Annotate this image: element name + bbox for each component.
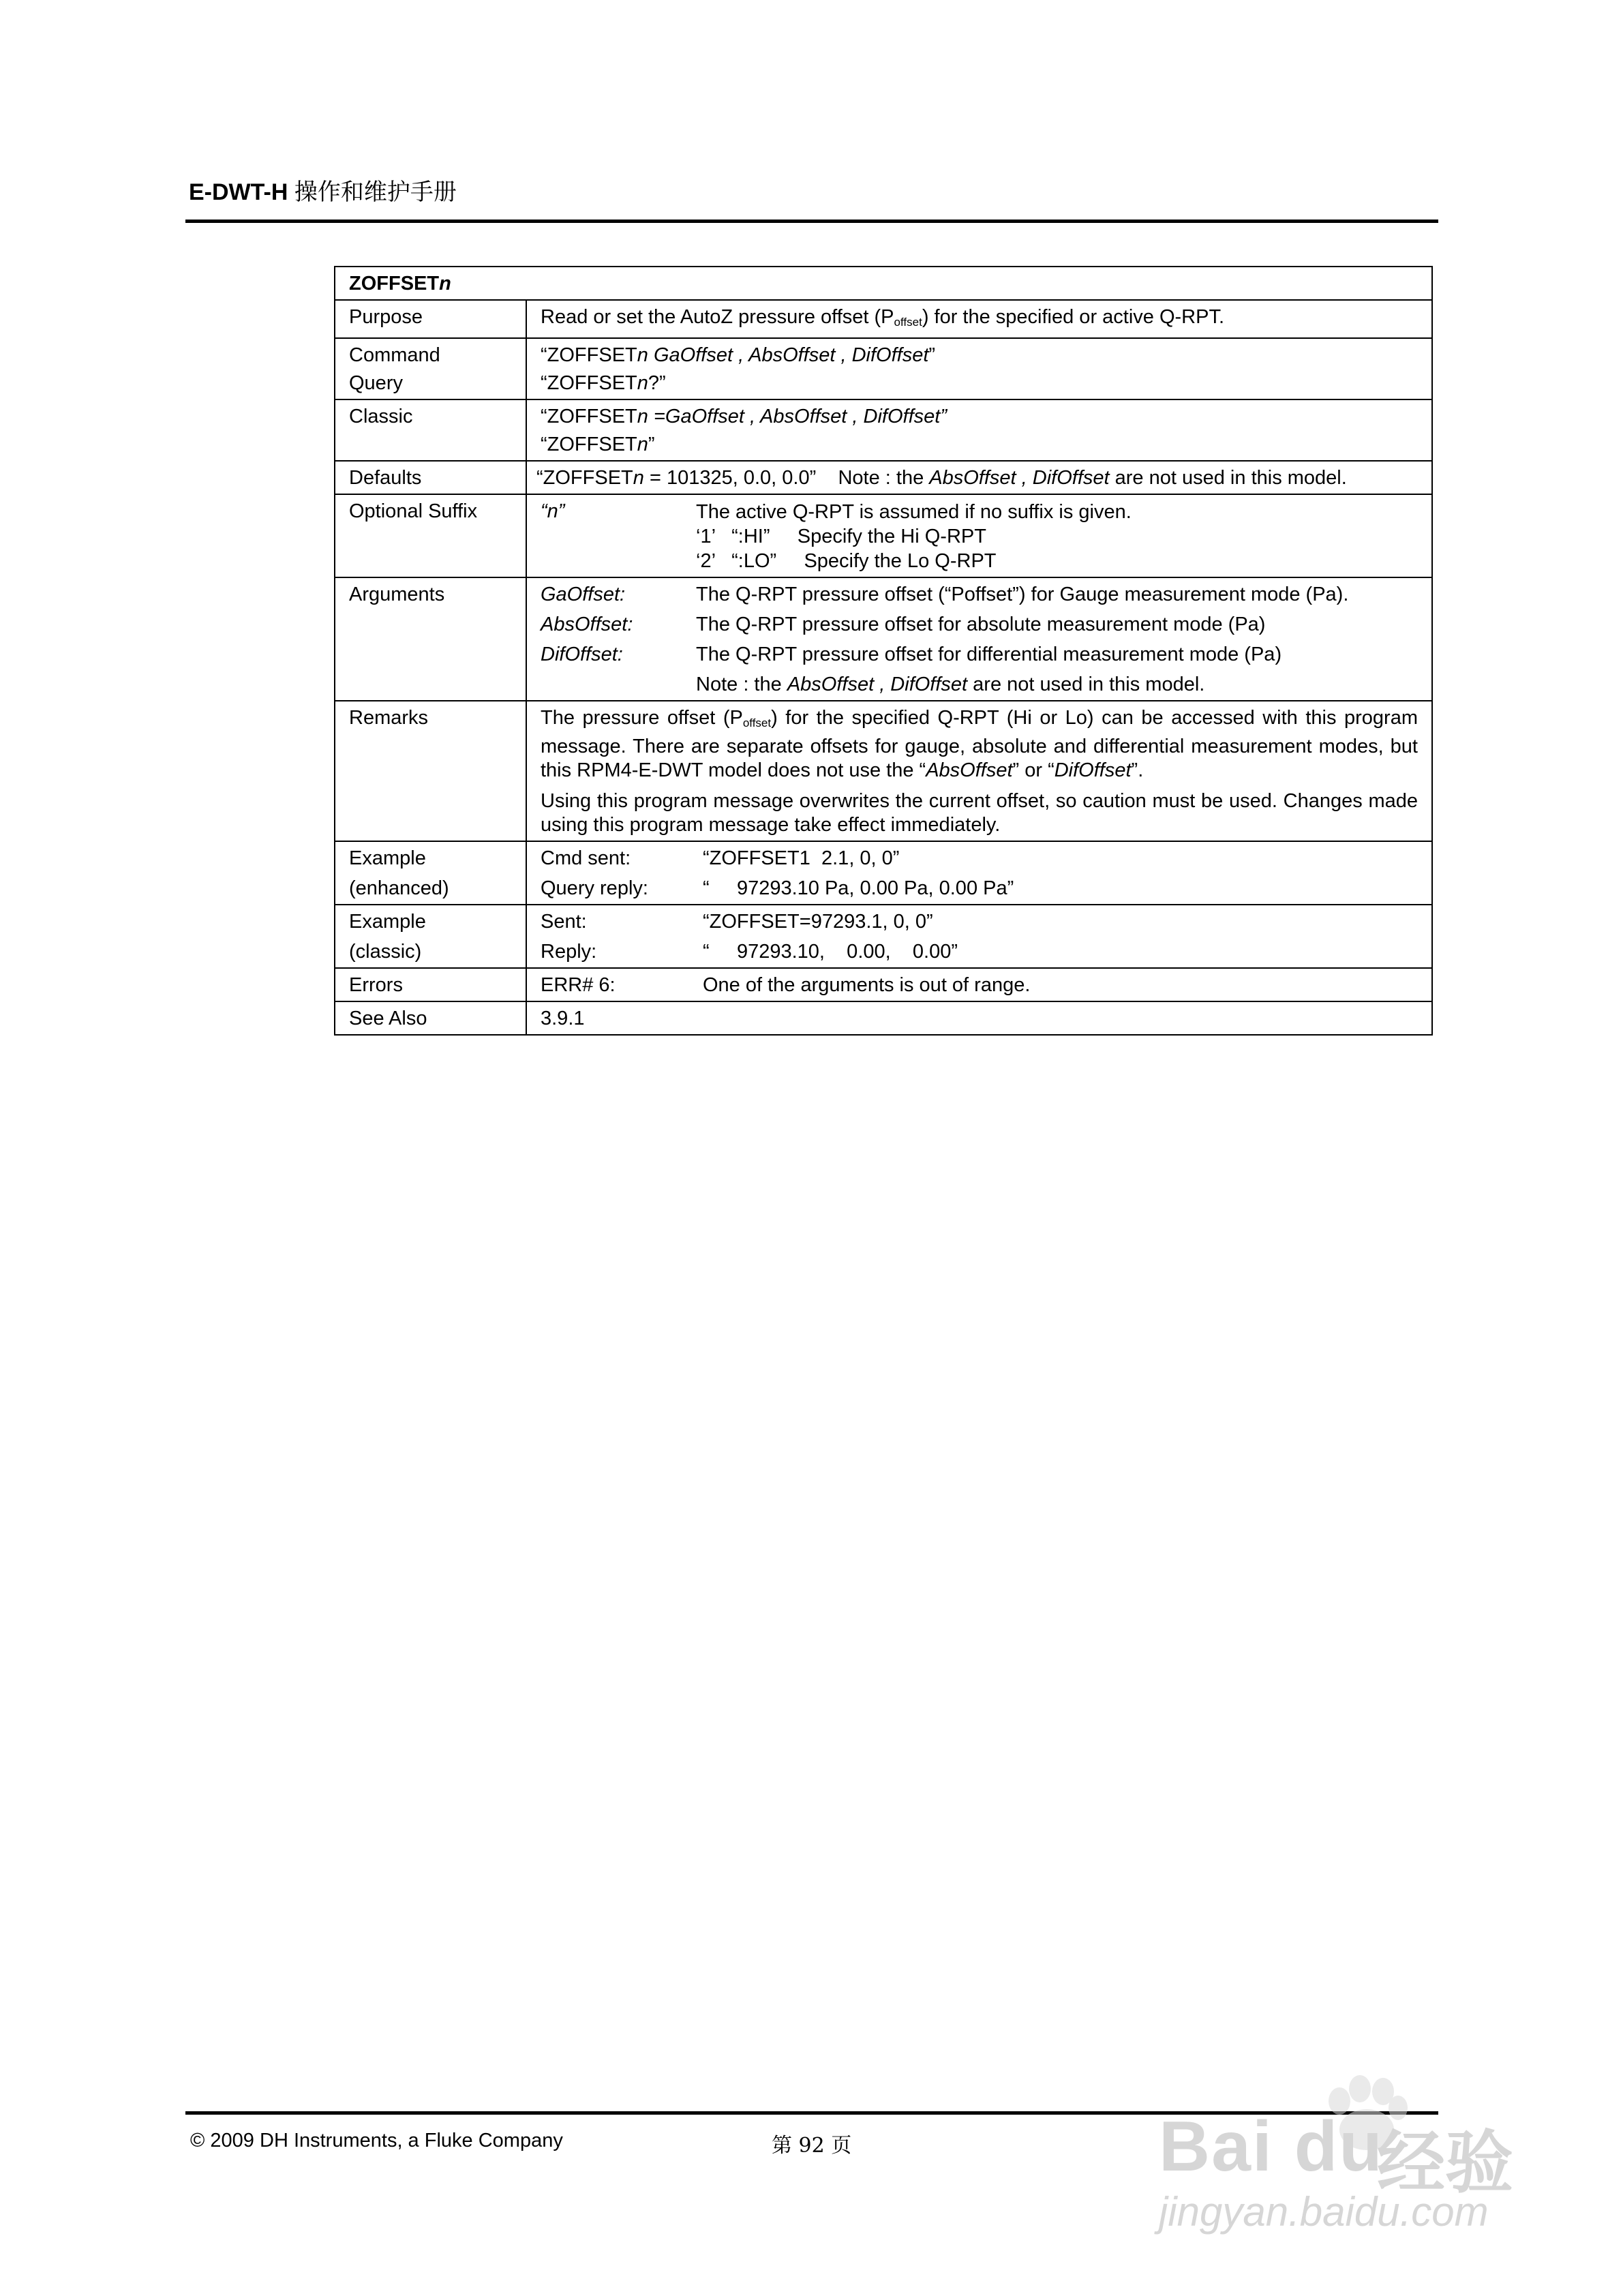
purpose-text: Read or set the AutoZ pressure offset $(P_{offset})$ for the specified or active Q-RPT.: [526, 300, 1432, 338]
table-row-classic: [335, 399, 1432, 461]
table-row-remarks: [335, 701, 1432, 841]
table-row-see-also: [335, 1001, 1432, 1035]
table-row-purpose: [335, 300, 1432, 338]
command-table: [334, 266, 1433, 1036]
watermark-brand-cn: 经验: [1377, 2123, 1513, 2203]
row-label: Purpose: [335, 300, 526, 338]
watermark-brand: Bai du: [1159, 2107, 1384, 2186]
row-label: Classic: [335, 399, 526, 461]
example-classic-text: Sent: “ZOFFSET=97293.1, 0, 0” Reply: “ 97293.10, 0.00, 0.00”: [526, 905, 1432, 968]
row-label: See Also: [335, 1001, 526, 1035]
table-row-example-classic: [335, 905, 1432, 968]
row-label: Errors: [335, 968, 526, 1001]
table-row-arguments: [335, 577, 1432, 701]
row-label: Defaults: [335, 461, 526, 494]
row-label: Arguments: [335, 577, 526, 701]
row-label: Command Query: [335, 338, 526, 399]
table-row-errors: [335, 968, 1432, 1001]
row-label: Example (enhanced): [335, 841, 526, 905]
table-row-command: [335, 338, 1432, 399]
table-row-defaults: [335, 461, 1432, 494]
header-rule: [185, 220, 1438, 223]
row-label: Example (classic): [335, 905, 526, 968]
example-enhanced-text: Cmd sent: “ZOFFSET1 2.1, 0, 0” Query reply: “ 97293.10 Pa, 0.00 Pa, 0.00 Pa”: [526, 841, 1432, 905]
watermark-url: jingyan.baidu.com: [1159, 2189, 1489, 2235]
defaults-text: “ZOFFSETn = 101325, 0.0, 0.0” Note : the AbsOffset , DifOffset are not used in this model.: [526, 461, 1432, 494]
table-row-example-enhanced: [335, 841, 1432, 905]
table-row-suffix: [335, 494, 1432, 577]
footer-page-number: 第 92 页: [772, 2134, 852, 2158]
table-title-row: [335, 267, 1432, 300]
row-label: Optional Suffix: [335, 494, 526, 577]
command-name: ZOFFSETn: [335, 267, 1432, 300]
command-syntax: “ZOFFSETn GaOffset , AbsOffset , DifOffset” “ZOFFSETn?”: [526, 338, 1432, 399]
header-doc-code: E-DWT-H: [189, 179, 288, 205]
remarks-text: The pressure offset $(P_{offset})$ for the specified Q-RPT (Hi or Lo) can be accessed with this program message. There are separate offsets for gauge, absolute and differential measurement modes, but this RPM4-E-DWT model does not use the “AbsOffset” or “DifOffset”. Using this program message overwrites the current offset, so caution must be used. Changes made using this program message take effect immediately.: [526, 701, 1432, 841]
errors-text: ERR# 6: One of the arguments is out of range.: [526, 968, 1432, 1001]
classic-syntax: “ZOFFSETn =GaOffset , AbsOffset , DifOffset” “ZOFFSETn”: [526, 399, 1432, 461]
see-also-link[interactable]: 3.9.1: [526, 1001, 1432, 1035]
suffix-text: “n” The active Q-RPT is assumed if no suffix is given. ‘1’ “:HI” Specify the Hi Q-RPT ‘2’ “:LO” Specify the Lo Q-RPT: [526, 494, 1432, 577]
document-header: [189, 173, 457, 207]
arguments-text: GaOffset: The Q-RPT pressure offset (“Poffset”) for Gauge measurement mode (Pa). AbsOffset: The Q-RPT pressure offset for absolute measurement mode (Pa) DifOffset: The Q-RPT pressure offset for differential measurement mode (Pa) Note : the AbsOffset , DifOffset are not used in this model.: [526, 577, 1432, 701]
header-doc-title: 操作和维护手册: [294, 179, 457, 206]
row-label: Remarks: [335, 701, 526, 841]
footer-copyright: © 2009 DH Instruments, a Fluke Company: [190, 2130, 563, 2151]
